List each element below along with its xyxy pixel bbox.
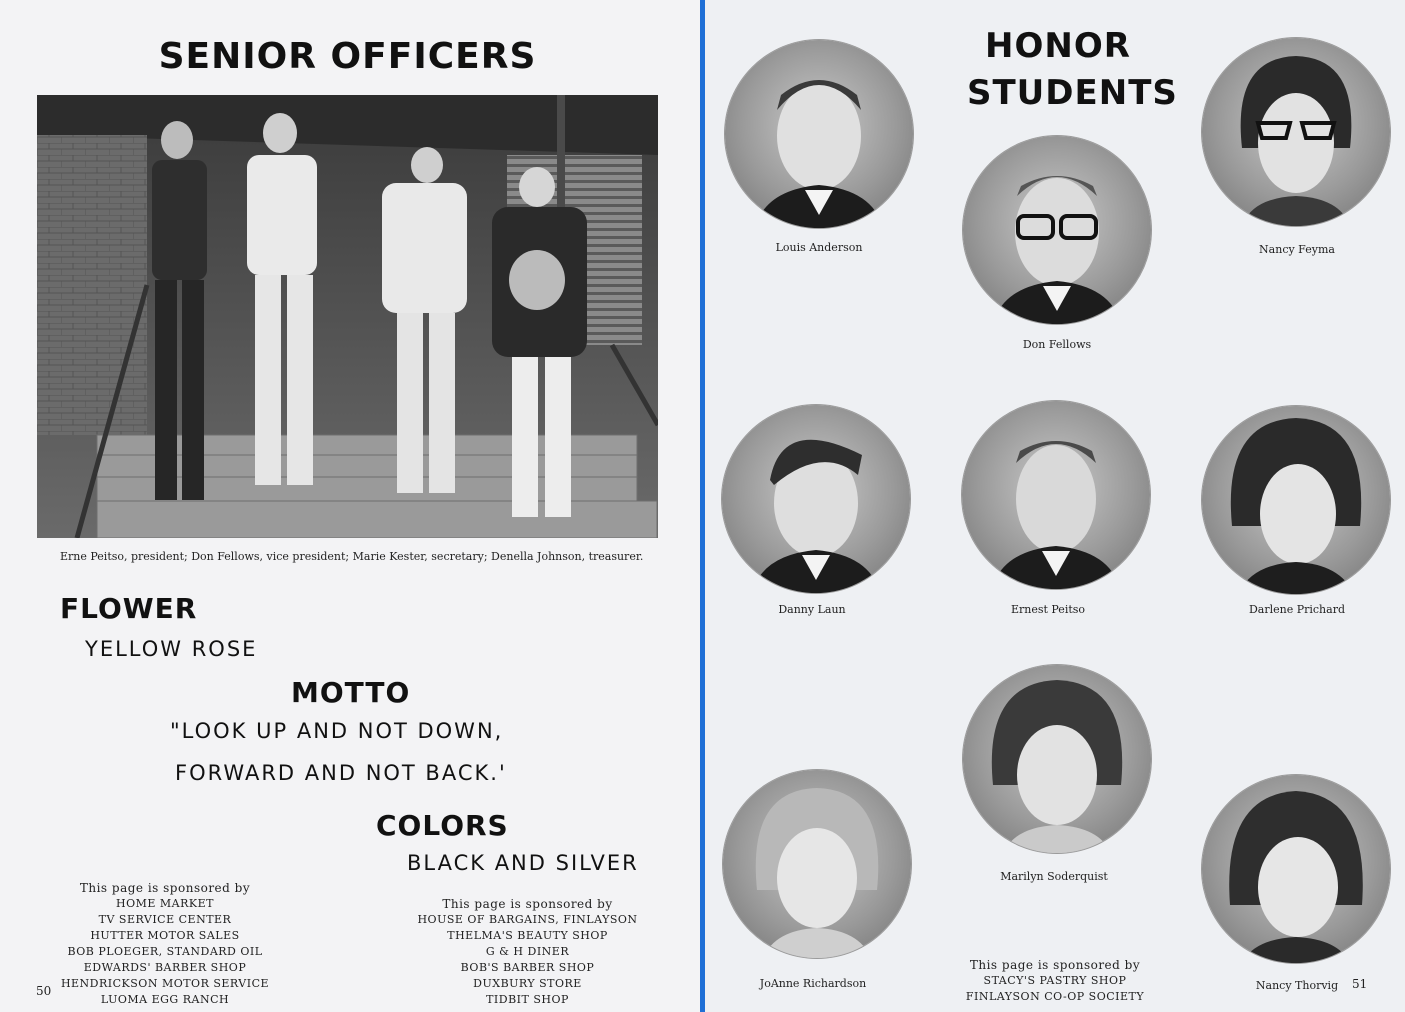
portrait-louis-anderson <box>725 40 913 228</box>
sponsor-item: HOME MARKET <box>116 897 214 910</box>
sponsor-item: FINLAYSON CO-OP SOCIETY <box>965 990 1145 1003</box>
portrait-marilyn-soderquist <box>963 665 1151 853</box>
page-title-line-2: STUDENTS <box>967 73 1178 113</box>
student-name: Nancy Feyma <box>1259 243 1335 256</box>
sponsor-intro: This page is sponsored by <box>969 958 1141 972</box>
student-name: JoAnne Richardson <box>759 977 867 990</box>
student-name: Nancy Thorvig <box>1255 979 1339 992</box>
sponsor-intro: This page is sponsored by <box>79 881 251 895</box>
portrait-illustration <box>1202 38 1390 226</box>
sponsor-item: G & H DINER <box>485 945 570 958</box>
motto-line-1: "LOOK UP AND NOT DOWN, <box>170 719 504 743</box>
portrait-illustration <box>963 665 1151 853</box>
student-name: Don Fellows <box>1022 338 1092 351</box>
sponsor-item: HUTTER MOTOR SALES <box>90 929 240 942</box>
portrait-nancy-feyma <box>1202 38 1390 226</box>
sponsor-item: DUXBURY STORE <box>473 977 582 990</box>
sponsor-item: BOB'S BARBER SHOP <box>460 961 595 974</box>
sponsor-list-right <box>410 896 645 1008</box>
portrait-ernest-peitso <box>962 401 1150 589</box>
sponsor-item: LUOMA EGG RANCH <box>100 993 230 1006</box>
motto-line-2: FORWARD AND NOT BACK.' <box>175 761 507 785</box>
portrait-nancy-thorvig <box>1202 775 1390 963</box>
page-title-line-1: HONOR <box>985 26 1131 66</box>
sponsor-item: STACY'S PASTRY SHOP <box>983 974 1127 987</box>
left-page <box>0 0 700 1012</box>
page-title: SENIOR OFFICERS <box>158 36 537 77</box>
portrait-illustration <box>963 136 1151 324</box>
sponsor-item: TV SERVICE CENTER <box>98 913 232 926</box>
sponsor-list-left <box>60 880 270 1008</box>
sponsor-item: EDWARDS' BARBER SHOP <box>83 961 247 974</box>
sponsor-list <box>960 957 1150 1005</box>
sponsor-item: BOB PLOEGER, STANDARD OIL <box>67 945 263 958</box>
student-name: Danny Laun <box>778 603 846 616</box>
student-name: Louis Anderson <box>775 241 863 254</box>
sponsor-item: HENDRICKSON MOTOR SERVICE <box>60 977 270 990</box>
colors-value: BLACK AND SILVER <box>407 851 639 875</box>
photo-caption: Erne Peitso, president; Don Fellows, vice president; Marie Kester, secretary; Denella Johnson, treasurer. <box>60 550 644 563</box>
portrait-illustration <box>1202 406 1390 594</box>
officers-photo-illustration <box>37 95 658 538</box>
portrait-illustration <box>723 770 911 958</box>
sponsor-item: THELMA'S BEAUTY SHOP <box>447 929 608 942</box>
portrait-illustration <box>1202 775 1390 963</box>
portrait-illustration <box>725 40 913 228</box>
senior-officers-photo <box>37 95 658 538</box>
student-name: Marilyn Soderquist <box>1000 870 1108 883</box>
sponsor-item: HOUSE OF BARGAINS, FINLAYSON <box>417 913 638 926</box>
page-number: 51 <box>1352 977 1368 991</box>
motto-heading: MOTTO <box>291 676 411 709</box>
page-number: 50 <box>36 984 52 998</box>
right-page <box>705 0 1405 1012</box>
portrait-illustration <box>722 405 910 593</box>
portrait-danny-laun <box>722 405 910 593</box>
sponsor-intro: This page is sponsored by <box>442 897 613 911</box>
portrait-illustration <box>962 401 1150 589</box>
portrait-darlene-prichard <box>1202 406 1390 594</box>
flower-heading: FLOWER <box>60 592 198 625</box>
sponsor-item: TIDBIT SHOP <box>486 993 569 1006</box>
colors-heading: COLORS <box>376 809 509 842</box>
student-name: Ernest Peitso <box>1010 603 1086 616</box>
flower-value: YELLOW ROSE <box>85 637 258 661</box>
portrait-joanne-richardson <box>723 770 911 958</box>
student-name: Darlene Prichard <box>1248 603 1346 616</box>
portrait-don-fellows <box>963 136 1151 324</box>
